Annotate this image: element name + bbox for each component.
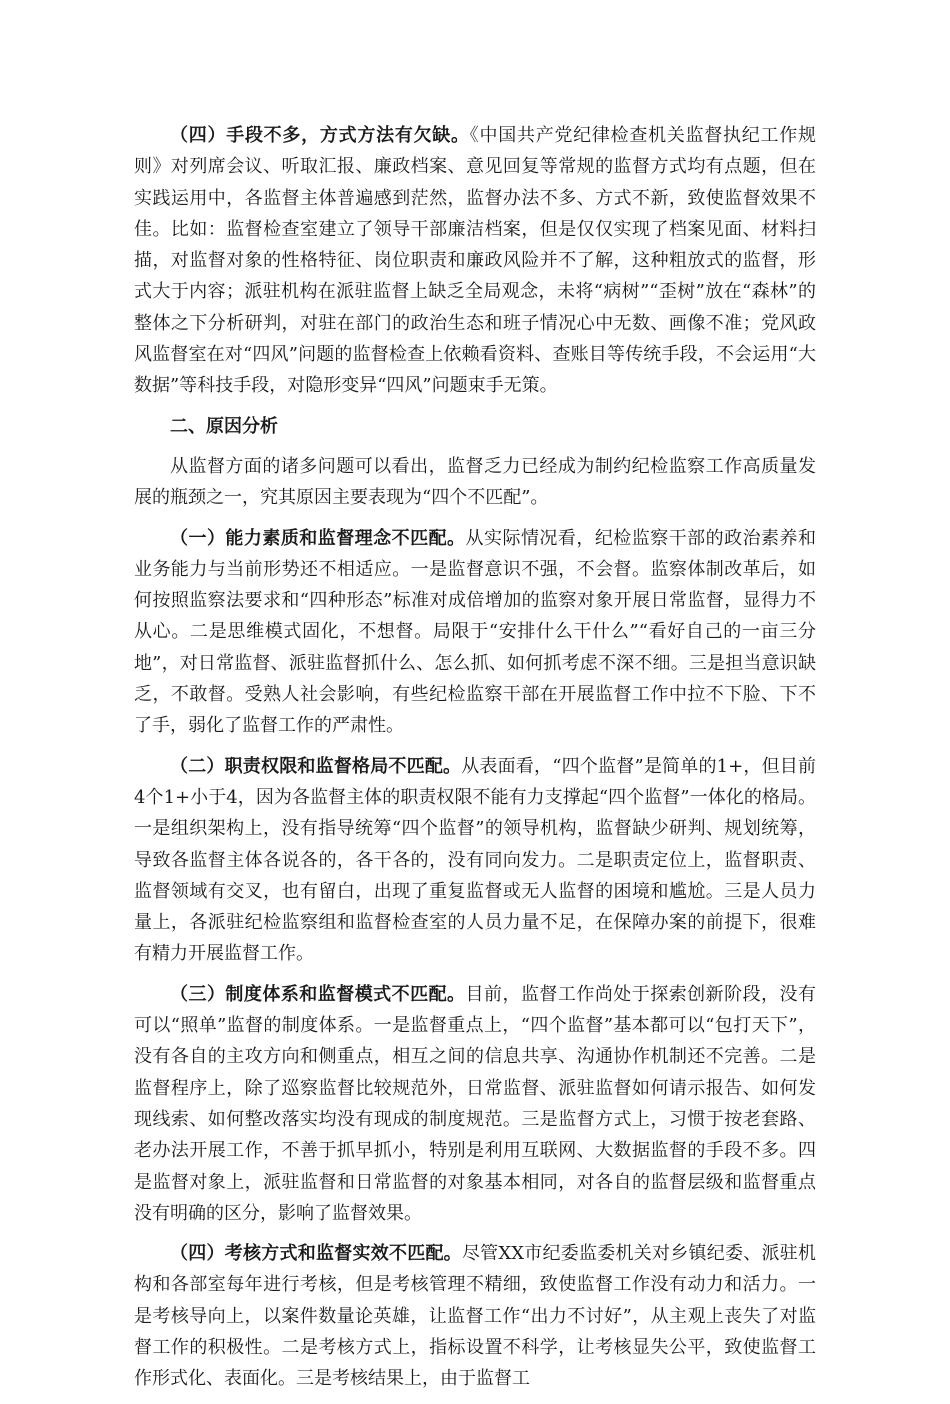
paragraph-assessment-mismatch (134, 1238, 816, 1394)
paragraph-text: 《中国共产党纪律检查机关监督执纪工作规则》对列席会议、听取汇报、廉政档案、意见回复等常规的监督方式均有点题，但在实践运用中，各监督主体普遍感到茫然，监督办法不多、方式不新，致使监督效果不佳。比如：监督检查室建立了领导干部廉洁档案，但是仅仅实现了档案见面、材料扫描，对监督对象的性格特征、岗位职责和廉政风险并不了解，这种粗放式的监督，形式大于内容；派驻机构在派驻监督上缺乏全局观念，未将“病树”“歪树”放在“森林”的整体之下分析研判，对驻在部门的政治生态和班子情况心中无数、画像不准；党风政风监督室在对“四风”问题的监督检查上依赖看资料、查账目等传统手段，不会运用“大数据”等科技手段，对隐形变异“四风”问题束手无策。 (134, 125, 816, 397)
paragraph-lead: （二）职责权限和监督格局不匹配。 (170, 755, 462, 777)
paragraph-system-mismatch (134, 979, 816, 1229)
document-body (134, 120, 816, 1404)
paragraph-ability-mismatch (134, 523, 816, 742)
paragraph-lead: （四）考核方式和监督实效不匹配。 (170, 1243, 462, 1265)
paragraph-text: 目前，监督工作尚处于探索创新阶段，没有可以“照单”监督的制度体系。一是监督重点上，“四个监督”基本都可以“包打天下”，没有各自的主攻方向和侧重点，相互之间的信息共享、沟通协作机制还不完善。二是监督程序上，除了巡察监督比较规范外，日常监督、派驻监督如何请示报告、如何发现线索、如何整改落实均没有现成的制度规范。三是监督方式上，习惯于按老套路、老办法开展工作，不善于抓早抓小，特别是利用互联网、大数据监督的手段不多。四是监督对象上，派驻监督和日常监督的对象基本相同，对各自的监督层级和监督重点没有明确的区分，影响了监督效果。 (134, 983, 816, 1224)
paragraph-lead: （四）手段不多，方式方法有欠缺。 (170, 125, 470, 146)
section-heading-cause-analysis: 二、原因分析 (170, 415, 278, 437)
paragraph-intro (134, 451, 816, 514)
paragraph-text: 从实际情况看，纪检监察干部的政治素养和业务能力与当前形势还不相适应。一是监督意识不强，不会督。监察体制改革后，如何按照监察法要求和“四种形态”标准对成倍增加的监察对象开展日常监督，显得力不从心。二是思维模式固化，不想督。局限于“安排什么干什么”“看好自己的一亩三分地”，对日常监督、派驻监督抓什么、怎么抓、如何抓考虑不深不细。三是担当意识缺乏，不敢督。受熟人社会影响，有些纪检监察干部在开展监督工作中拉不下脸、下不了手，弱化了监督工作的严肃性。 (134, 527, 816, 737)
paragraph-text: 尽管XX市纪委监委机关对乡镇纪委、派驻机构和各部室每年进行考核，但是考核管理不精细，致使监督工作没有动力和活力。一是考核导向上，以案件数量论英雄，让监督工作“出力不讨好”，从主观上丧失了对监督工作的积极性。二是考核方式上，指标设置不科学，让考核显失公平，致使监督工作形式化、表面化。三是考核结果上，由于监督工 (134, 1243, 816, 1390)
paragraph-text: 从表面看，“四个监督”是简单的1+，但目前4个1+小于4，因为各监督主体的职责权限不能有力支撑起“四个监督”一体化的格局。一是组织架构上，没有指导统筹“四个监督”的领导机构，监督缺少研判、规划统筹，导致各监督主体各说各的，各干各的，没有同向发力。二是职责定位上，监督职责、监督领域有交叉，也有留白，出现了重复监督或无人监督的困境和尴尬。三是人员力量上，各派驻纪检监察组和监督检查室的人员力量不足，在保障办案的前提下，很难有精力开展监督工作。 (134, 755, 817, 965)
paragraph-lead: （一）能力素质和监督理念不匹配。 (170, 527, 466, 549)
paragraph-text: 从监督方面的诸多问题可以看出，监督乏力已经成为制约纪检监察工作高质量发展的瓶颈之一，究其原因主要表现为“四个不匹配”。 (134, 455, 816, 509)
paragraph-authority-mismatch (134, 751, 816, 970)
paragraph-lead: （三）制度体系和监督模式不匹配。 (170, 983, 466, 1005)
paragraph-means-lacking (134, 120, 816, 402)
